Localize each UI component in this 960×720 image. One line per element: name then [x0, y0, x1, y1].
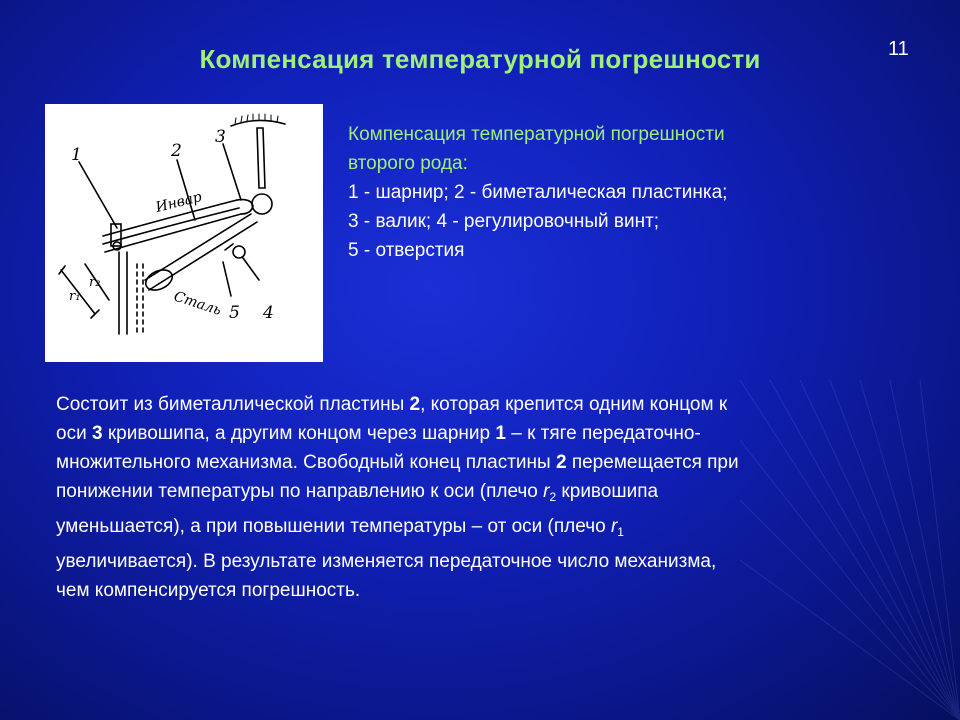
rod-shadow [137, 264, 143, 336]
caption-title-line-2: второго рода: [348, 153, 468, 174]
description-line-6: увеличивается). В результате изменяется передаточное число механизма, [56, 551, 717, 572]
page-number: 11 [888, 38, 909, 60]
caption-items-line-3: 5 - отверстия [348, 240, 465, 261]
description-line-1: Состоит из биметаллической пластины 2, которая крепится одним концом к [56, 394, 728, 415]
strip-end [237, 200, 253, 214]
description-paragraph [56, 390, 926, 605]
caption-title-line-1: Компенсация температурной погрешности [348, 124, 725, 145]
caption-items-line-1: 1 - шарнир; 2 - биметалическая пластинка; [348, 182, 728, 203]
label-4: 4 [263, 303, 274, 323]
leader-3 [223, 144, 241, 200]
roller [143, 266, 176, 294]
mechanism-drawing [45, 104, 323, 362]
pointer-pivot [252, 194, 272, 214]
figure-caption [348, 120, 908, 265]
label-5: 5 [229, 303, 240, 323]
label-invar: Инвар [154, 189, 204, 216]
label-r2: r₂ [89, 275, 101, 290]
label-3: 3 [215, 127, 226, 147]
leader-1 [79, 162, 117, 228]
leader-5 [223, 262, 231, 296]
bimetal-strip-mid [103, 208, 239, 244]
leader-4 [243, 258, 259, 280]
description-line-3: множительного механизма. Свободный конец пластины 2 перемещается при [56, 452, 739, 473]
label-2: 2 [171, 141, 182, 161]
pointer [257, 128, 265, 188]
slide-title: Компенсация температурной погрешности [199, 44, 761, 74]
label-r1: r₁ [69, 289, 81, 304]
caption-items-line-2: 3 - валик; 4 - регулировочный винт; [348, 211, 660, 232]
adjusting-screw [233, 246, 245, 258]
description-line-4: понижении температуры по направлению к оси (плечо $r_2$ кривошипа [56, 481, 659, 504]
mechanism-diagram [45, 104, 323, 362]
label-1: 1 [71, 145, 82, 165]
description-line-7: чем компенсируется погрешность. [56, 580, 361, 601]
rod [119, 252, 127, 334]
label-steel: Сталь [171, 288, 224, 319]
description-line-2: оси 3 кривошипа, а другим концом через шарнир 1 – к тяге передаточно- [56, 423, 701, 444]
description-line-5: уменьшается), а при повышении температуры – от оси (плечо $r_1$ [56, 516, 624, 539]
screw-body [225, 244, 233, 250]
